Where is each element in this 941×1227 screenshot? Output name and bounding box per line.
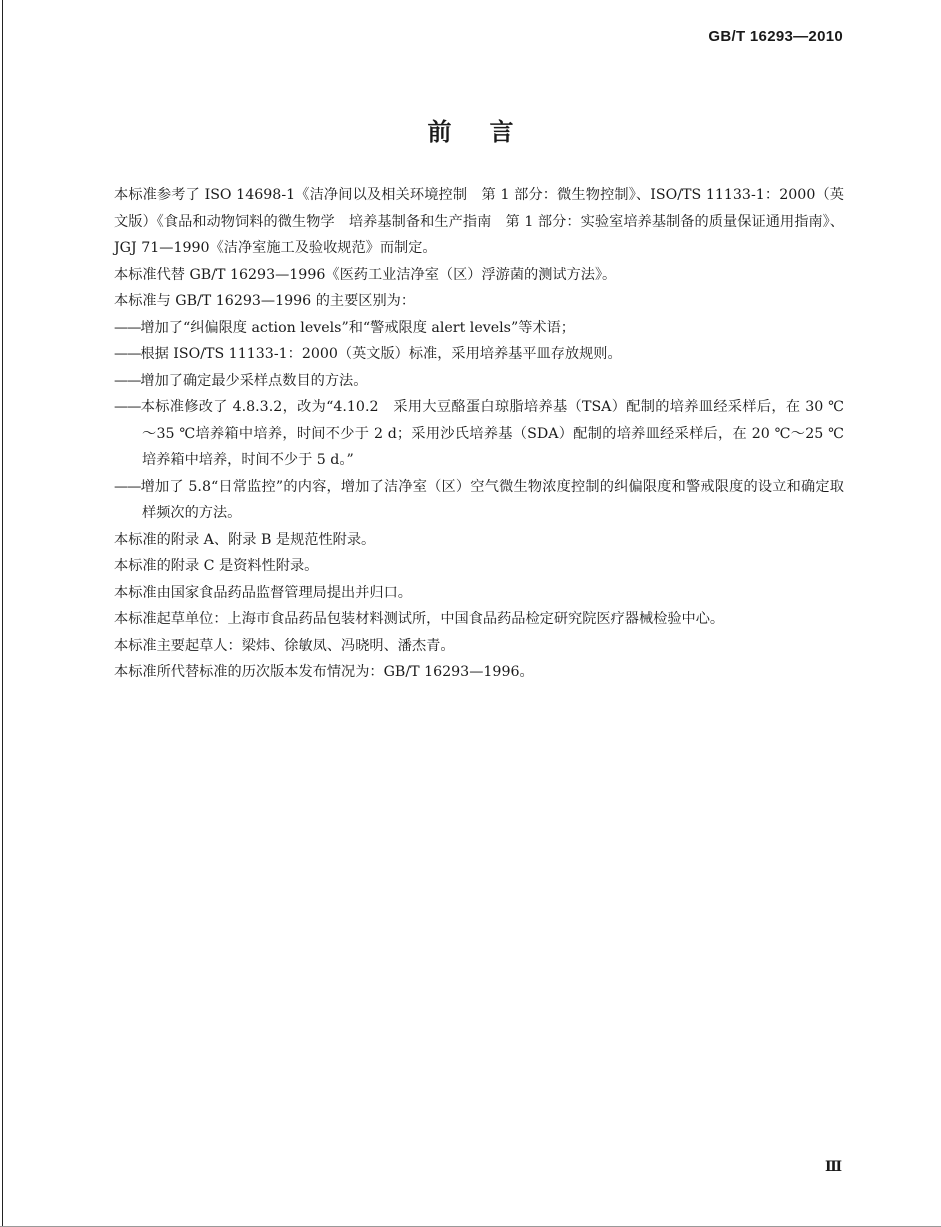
paragraph-version-history: 本标准所代替标准的历次版本发布情况为：GB/T 16293—1996。 [114,664,534,680]
page-left-edge [2,0,3,1227]
dash-marker: —— [114,346,141,362]
list-item [114,368,844,395]
list-item [114,341,844,368]
list-item-text: 增加了确定最少采样点数目的方法。 [140,372,368,389]
list-item [114,315,844,342]
list-item [114,394,844,474]
paragraph-references: 本标准参考了 ISO 14698-1《洁净间以及相关环境控制 第 1 部分：微生物控制》、ISO/TS 11133-1：2000（英文版）《食品和动物饲料的微生物学 培养基制备和生产指南 第 1 部分：实验室培养基制备的质量保证通用指南》、JGJ 71—1990《洁净室施工及验收规范》而制定。 [114,187,844,256]
list-item-text: 增加了“纠偏限度 action levels”和“警戒限度 alert levels”等术语； [140,319,575,336]
paragraph-drafting-units: 本标准起草单位：上海市食品药品包装材料测试所，中国食品药品检定研究院医疗器械检验中心。 [114,611,725,627]
list-item-text: 增加了 5.8“日常监控”的内容，增加了洁净室（区）空气微生物浓度控制的纠偏限度和警戒限度的设立和确定取样频次的方法。 [140,478,844,521]
paragraph-replaces: 本标准代替 GB/T 16293—1996《医药工业洁净室（区）浮游菌的测试方法》。 [114,266,617,283]
paragraph-differences-intro: 本标准与 GB/T 16293—1996 的主要区别为： [114,293,416,309]
paragraph-annex-informative: 本标准的附录 C 是资料性附录。 [114,558,319,574]
list-item [114,474,844,527]
dash-marker: —— [114,399,141,415]
paragraph-drafters: 本标准主要起草人：梁炜、徐敏凤、冯晓明、潘杰青。 [114,637,455,654]
dash-marker: —— [114,372,141,389]
page-title: 前言 [427,118,552,146]
standard-number: GB/T 16293—2010 [708,28,843,45]
dash-marker: —— [114,478,141,495]
page-number: Ⅲ [824,1159,842,1175]
paragraph-annex-normative: 本标准的附录 A、附录 B 是规范性附录。 [114,531,376,548]
dash-marker: —— [114,319,141,336]
foreword-body [114,182,844,686]
list-item-text: 本标准修改了 4.8.3.2，改为“4.10.2 采用大豆酪蛋白琼脂培养基（TSA）配制的培养皿经采样后，在 30 ℃～35 ℃培养箱中培养，时间不少于 2 d；采用沙氏培养基（SDA）配制的培养皿经采样后，在 20 ℃～25 ℃培养箱中培养，时间不少于 5 d。” [140,399,844,468]
paragraph-proposed-by: 本标准由国家食品药品监督管理局提出并归口。 [114,584,412,601]
list-item-text: 根据 ISO/TS 11133-1：2000（英文版）标准，采用培养基平皿存放规则。 [140,346,622,362]
